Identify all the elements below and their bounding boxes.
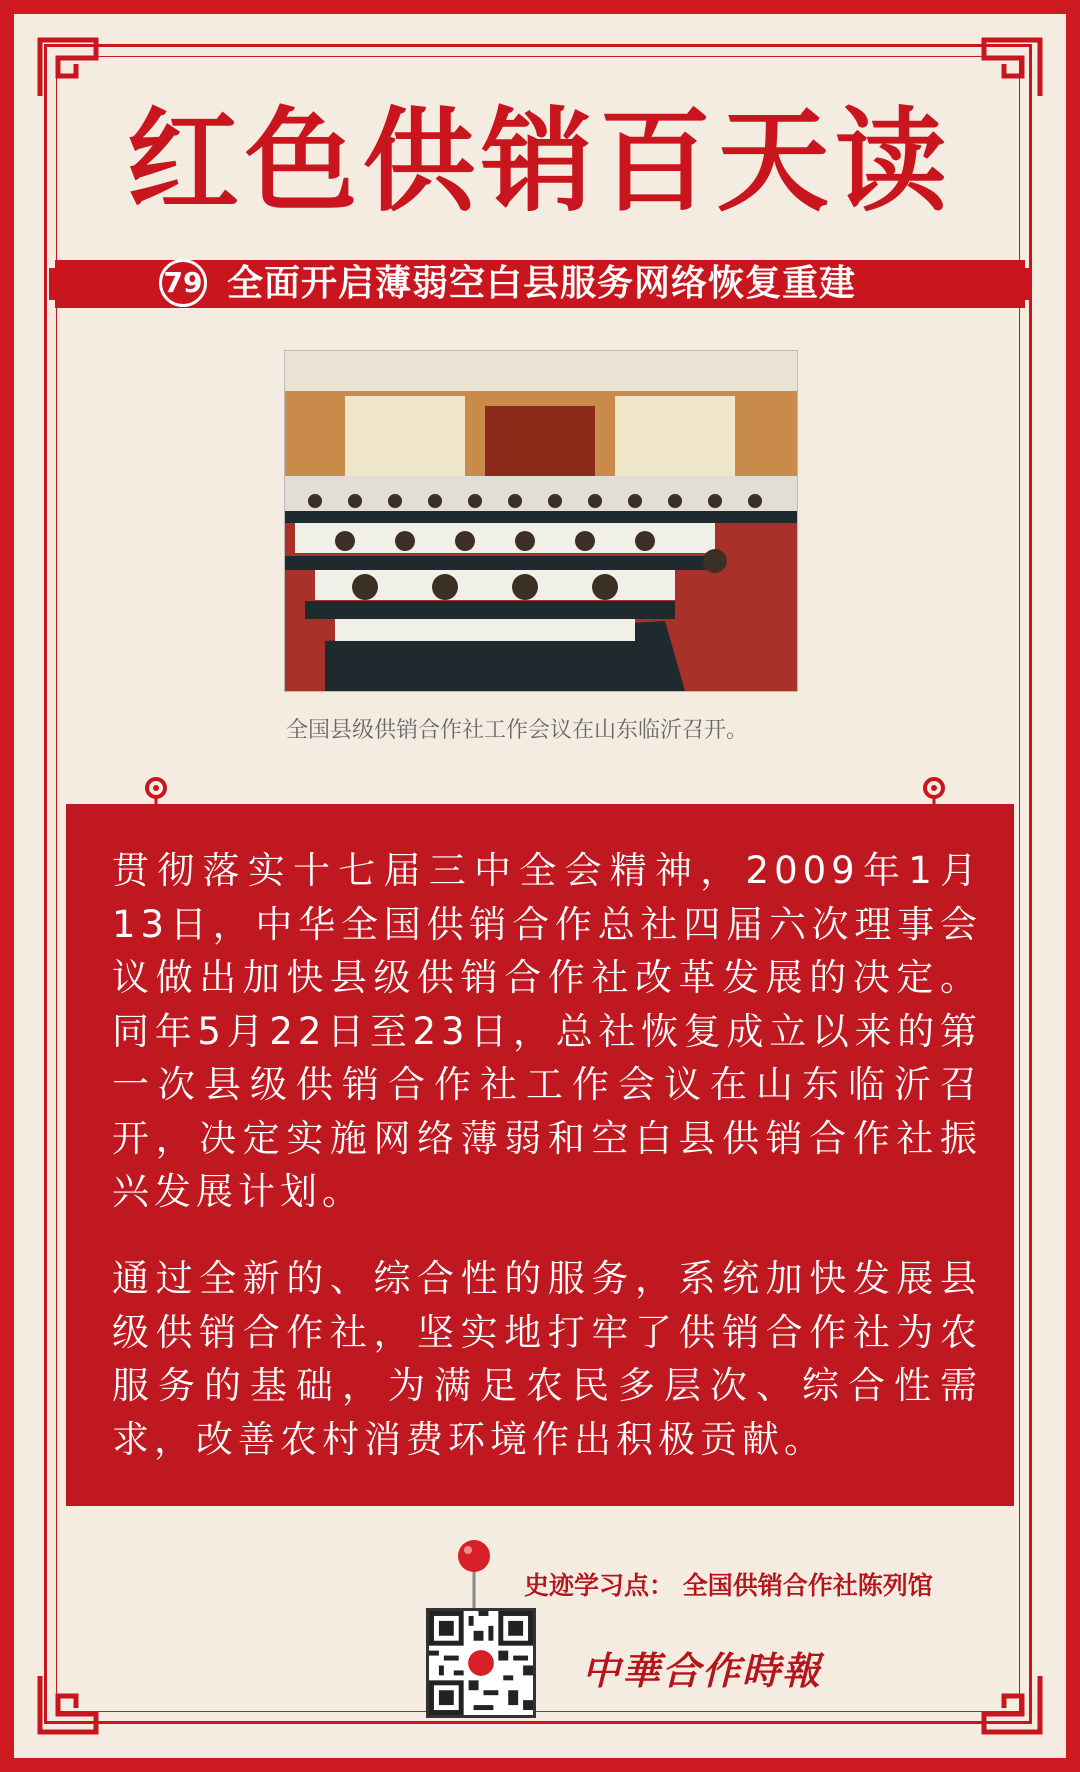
photo-caption: 全国县级供销合作社工作会议在山东临沂召开。 [286, 718, 749, 743]
corner-ornament-bottom-right-icon [980, 1672, 1044, 1736]
chapter-subtitle: 全面开启薄弱空白县服务网络恢复重建 [227, 263, 857, 304]
paragraph-1: 贯彻落实十七届三中全会精神，2009年1月13日，中华全国供销合作总社四届六次理事会议做出加快县级供销合作社改革发展的决定。同年5月22日至23日，总社恢复成立以来的第一次县级供销合作社工作会议在山东临沂召开，决定实施网络薄弱和空白县供销合作社振兴发展计划。 [112, 849, 982, 1213]
content-box [66, 804, 1014, 1506]
subtitle-ribbon [49, 254, 1031, 314]
corner-ornament-top-left-icon [36, 36, 100, 100]
qr-code-icon[interactable] [426, 1608, 536, 1718]
conference-photo [284, 350, 798, 692]
chapter-number-badge: 79 [159, 259, 207, 307]
newspaper-brand: 中華合作時報 [582, 1648, 823, 1693]
qr-pattern [429, 1611, 533, 1715]
poster-paper [14, 14, 1066, 1758]
corner-ornament-top-right-icon [980, 36, 1044, 100]
ribbon-end-right-icon [1007, 254, 1031, 314]
corner-ornament-bottom-left-icon [36, 1672, 100, 1736]
learning-point: 史迹学习点： 全国供销合作社陈列馆 [524, 1571, 933, 1600]
conference-hall-image [285, 351, 797, 691]
paragraph-2: 通过全新的、综合性的服务，系统加快发展县级供销合作社，坚实地打牢了供销合作社为农服务的基础，为满足农民多层次、综合性需求，改善农村消费环境作出积极贡献。 [112, 1257, 982, 1461]
page-title: 红色供销百天读 [127, 96, 953, 227]
